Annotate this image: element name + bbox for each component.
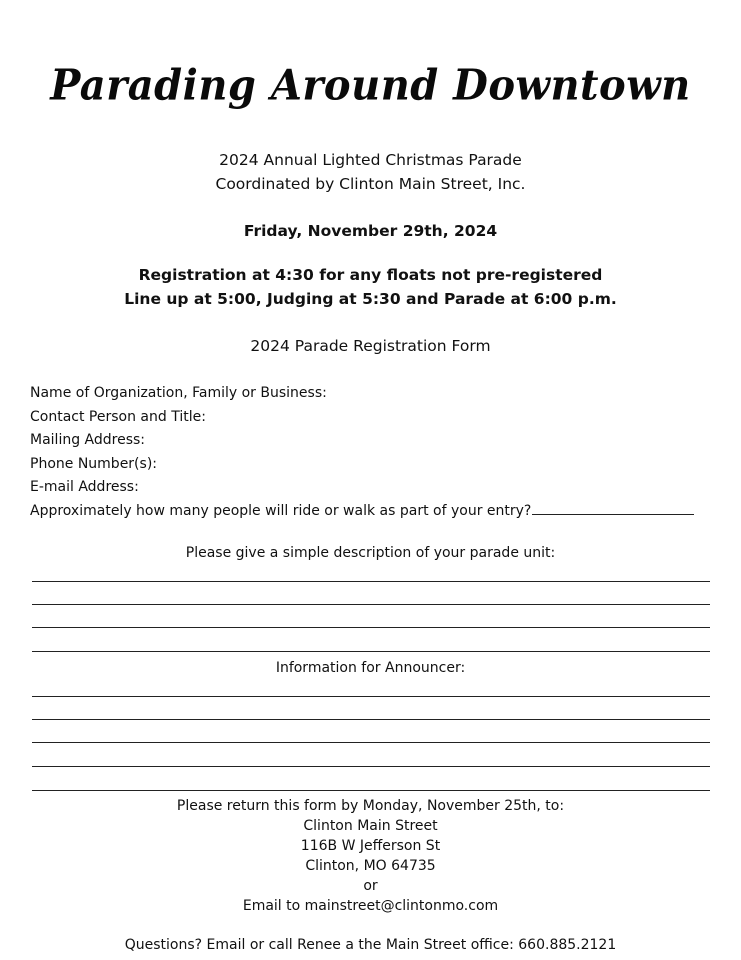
coordinator-line: Coordinated by Clinton Main Street, Inc. — [215, 175, 526, 193]
announcer-line[interactable] — [32, 766, 710, 767]
questions-contact: Questions? Email or call Renee a the Main Street office: 660.885.2121 — [124, 937, 617, 953]
parade-subtitle: 2024 Annual Lighted Christmas Parade — [219, 151, 522, 169]
mailing-field-label: Mailing Address: — [30, 432, 146, 448]
description-prompt: Please give a simple description of your parade unit: — [185, 545, 556, 561]
people-count-label: Approximately how many people will ride or walk as part of your entry? — [30, 503, 532, 519]
phone-field-label: Phone Number(s): — [30, 456, 157, 472]
description-line[interactable] — [32, 604, 710, 605]
form-title: 2024 Parade Registration Form — [250, 337, 491, 355]
registration-time: Registration at 4:30 for any floats not pre-registered — [138, 266, 603, 284]
return-or: or — [363, 878, 378, 894]
page-title: Parading Around Downtown — [50, 60, 691, 111]
announcer-line[interactable] — [32, 742, 710, 743]
organization-field-label: Name of Organization, Family or Business: — [30, 385, 327, 401]
contact-field-label: Contact Person and Title: — [30, 409, 206, 425]
people-count-field — [30, 500, 694, 524]
return-email: Email to mainstreet@clintonmo.com — [242, 898, 499, 914]
return-street: 116B W Jefferson St — [300, 838, 441, 854]
lineup-time: Line up at 5:00, Judging at 5:30 and Parade at 6:00 p.m. — [124, 290, 617, 308]
announcer-prompt: Information for Announcer: — [275, 660, 466, 676]
announcer-line[interactable] — [32, 719, 710, 720]
description-line[interactable] — [32, 651, 710, 652]
email-field-label: E-mail Address: — [30, 479, 139, 495]
return-name: Clinton Main Street — [303, 818, 438, 834]
parade-date: Friday, November 29th, 2024 — [243, 222, 498, 240]
description-line[interactable] — [32, 581, 710, 582]
announcer-line[interactable] — [32, 790, 710, 791]
return-deadline: Please return this form by Monday, November 25th, to: — [176, 798, 565, 814]
people-count-blank[interactable] — [532, 514, 694, 515]
description-line[interactable] — [32, 627, 710, 628]
announcer-line[interactable] — [32, 696, 710, 697]
return-city: Clinton, MO 64735 — [305, 858, 436, 874]
